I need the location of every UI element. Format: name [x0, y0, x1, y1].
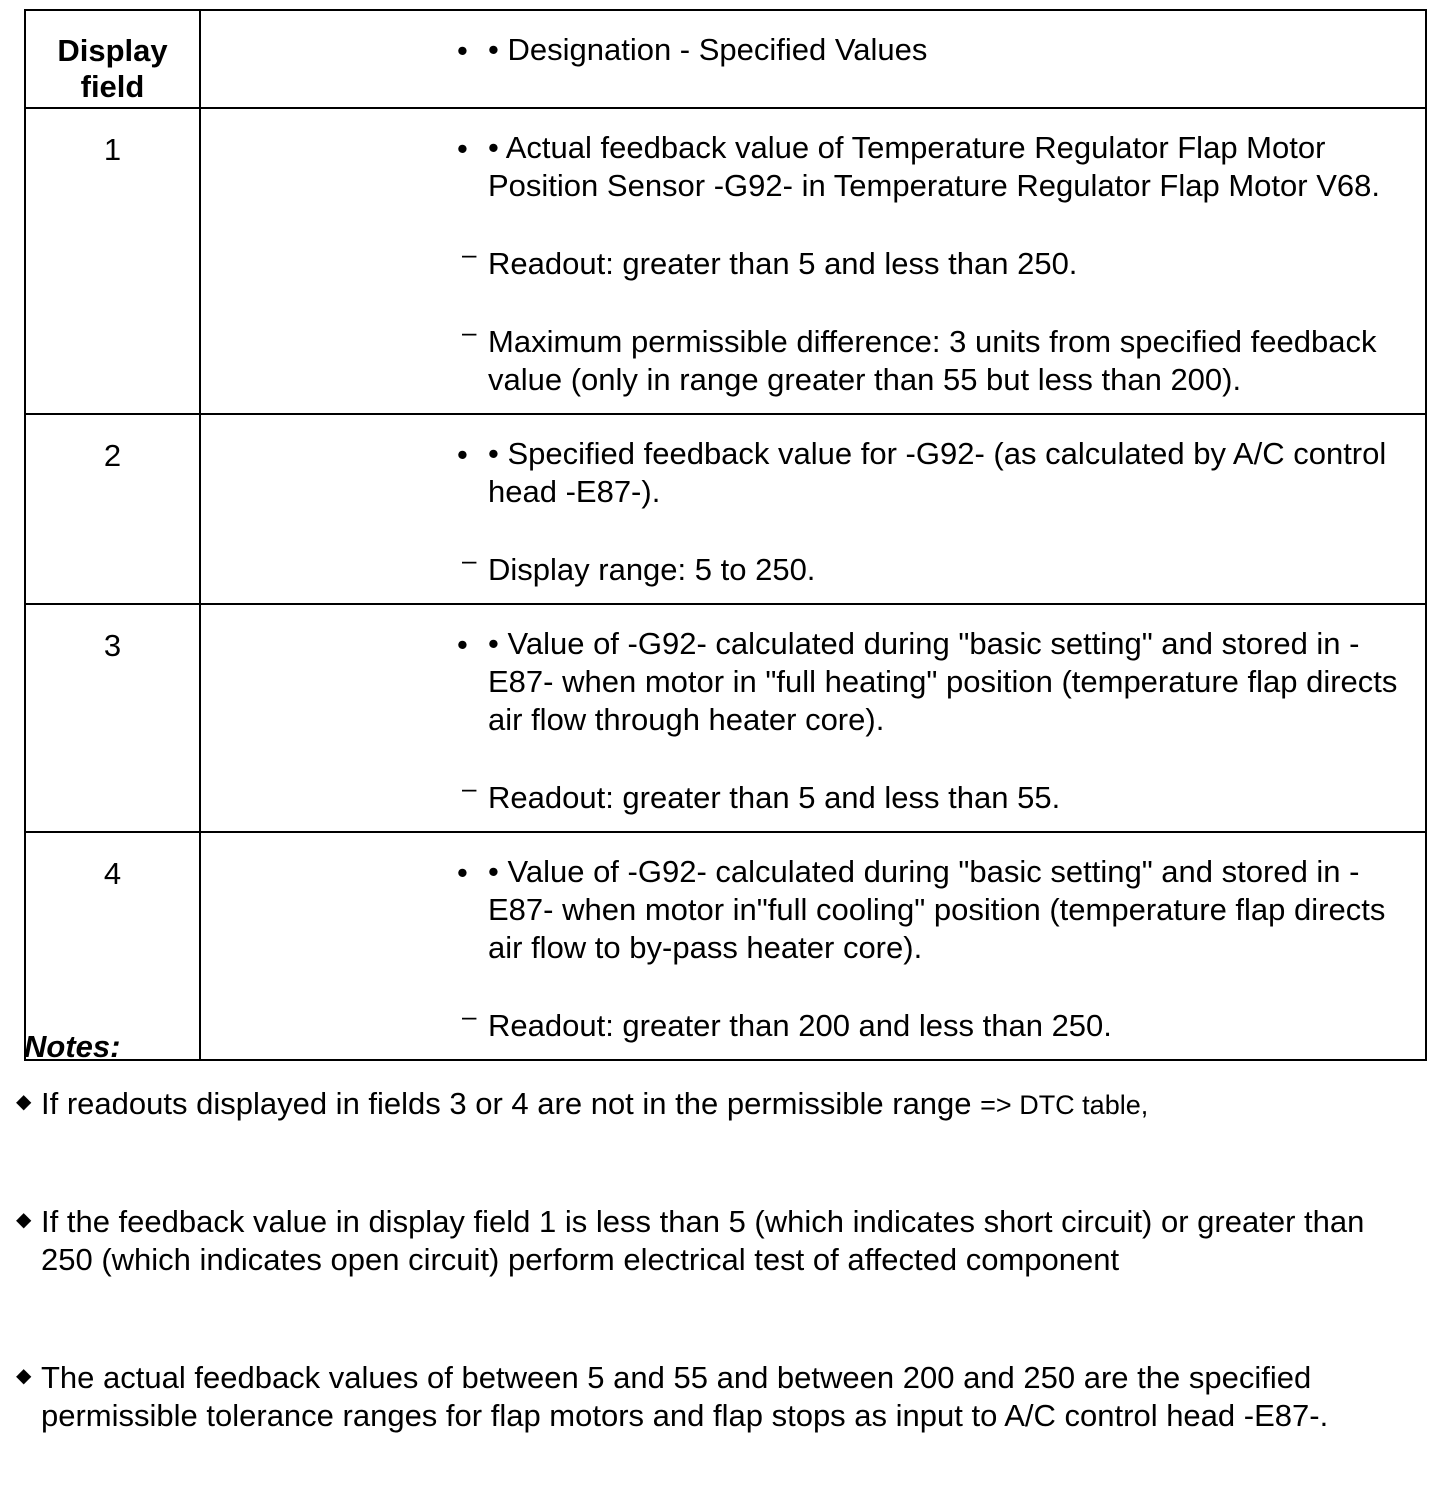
field-main-value: • Specified feedback value for -G92- (as calculated by A/C control head -E87-).: [488, 436, 1387, 509]
bullet-icon: •: [457, 437, 468, 472]
field-main-text: [201, 129, 1415, 205]
header-designation-text: • Designation - Specified Values: [488, 32, 928, 67]
field-sub-text: Readout: greater than 5 and less than 250.: [488, 246, 1078, 281]
dash-icon: –: [462, 773, 477, 803]
diamond-bullet-icon: ◆: [16, 1091, 32, 1113]
field-main-value: • Actual feedback value of Temperature Regulator Flap Motor Position Sensor -G92- in Temperature Regulator Flap Motor V68.: [488, 130, 1380, 203]
field-main-value: • Value of -G92- calculated during "basic setting" and stored in -E87- when motor in"full cooling" position (temperature flap directs air flow to by-pass heater core).: [488, 854, 1386, 965]
bullet-icon: •: [457, 855, 468, 890]
field-sub-item: [201, 317, 1415, 399]
bullet-icon: •: [457, 131, 468, 166]
diamond-bullet-icon: ◆: [16, 1209, 32, 1231]
field-main-value: • Value of -G92- calculated during "basic setting" and stored in -E87- when motor in "full heating" position (temperature flap directs air flow through heater core).: [488, 626, 1398, 737]
field-number: 1: [25, 108, 200, 414]
field-main-text: [201, 435, 1415, 511]
header-designation-cell: [200, 10, 1426, 108]
notes-title: Notes:: [24, 1029, 121, 1064]
field-sub-text: Maximum permissible difference: 3 units from specified feedback value (only in range greater than 55 but less than 200).: [488, 324, 1377, 397]
note-item: [16, 1359, 1421, 1435]
field-sub-item: [201, 1001, 1415, 1045]
field-sub-item: [201, 773, 1415, 817]
dash-icon: –: [462, 317, 477, 347]
field-description: [200, 832, 1426, 1060]
display-fields-table: [24, 9, 1427, 1061]
field-sub-text: Readout: greater than 5 and less than 55.: [488, 780, 1061, 815]
bullet-icon: •: [457, 33, 468, 68]
field-sub-text: Display range: 5 to 250.: [488, 552, 816, 587]
field-number: 2: [25, 414, 200, 604]
dash-icon: –: [462, 1001, 477, 1031]
note-item: [16, 1085, 1421, 1124]
header-designation: [201, 31, 1415, 69]
table-row: [25, 108, 1426, 414]
table-row: [25, 832, 1426, 1060]
field-number: 3: [25, 604, 200, 832]
bullet-icon: •: [457, 627, 468, 662]
field-number: 4: [25, 832, 200, 1060]
dash-icon: –: [462, 545, 477, 575]
table-header-row: [25, 10, 1426, 108]
note-item: [16, 1203, 1421, 1279]
header-display-field: Display field: [25, 10, 200, 108]
diamond-bullet-icon: ◆: [16, 1365, 32, 1387]
field-description: [200, 414, 1426, 604]
field-main-text: [201, 625, 1415, 739]
dtc-table-link[interactable]: => DTC table,: [980, 1090, 1149, 1120]
table-row: [25, 414, 1426, 604]
table-row: [25, 604, 1426, 832]
field-description: [200, 604, 1426, 832]
field-description: [200, 108, 1426, 414]
field-sub-text: Readout: greater than 200 and less than 250.: [488, 1008, 1112, 1043]
dash-icon: –: [462, 239, 477, 269]
field-sub-item: [201, 545, 1415, 589]
field-sub-item: [201, 239, 1415, 283]
note-text: If readouts displayed in fields 3 or 4 are not in the permissible range: [41, 1086, 972, 1121]
field-main-text: [201, 853, 1415, 967]
note-text: The actual feedback values of between 5 and 55 and between 200 and 250 are the specified permissible tolerance ranges for flap motors and flap stops as input to A/C control head -E87-.: [41, 1360, 1329, 1433]
note-text: If the feedback value in display field 1 is less than 5 (which indicates short circuit) or greater than 250 (which indicates open circuit) perform electrical test of affected component: [41, 1204, 1365, 1277]
